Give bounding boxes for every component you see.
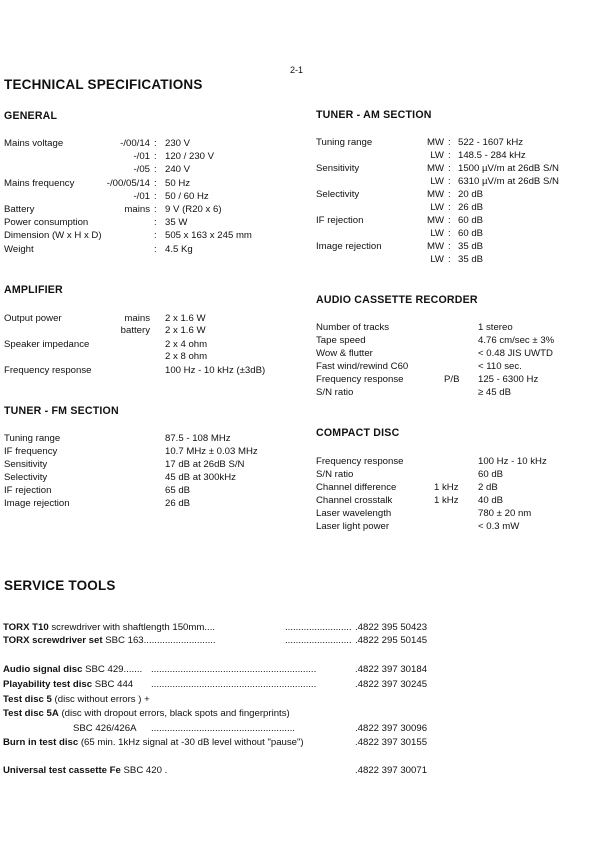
spec-row — [0, 457, 595, 469]
tool-description — [73, 724, 136, 734]
spec-separator: : — [154, 178, 157, 189]
dot-leader: ......................... — [285, 623, 352, 633]
service-tool-row — [3, 695, 593, 707]
spec-value: 4.5 Kg — [165, 244, 193, 255]
spec-separator: : — [448, 228, 451, 239]
spec-row — [0, 255, 595, 267]
spec-value: < 0.3 mW — [478, 521, 520, 532]
tool-description — [3, 738, 304, 748]
spec-label: Channel difference — [316, 482, 397, 493]
service-tool-row — [3, 636, 593, 648]
spec-value: 50 Hz — [165, 178, 191, 189]
spec-value: 100 Hz - 10 kHz (±3dB) — [165, 365, 266, 376]
spec-label: S/N ratio — [316, 469, 354, 480]
spec-value: < 0.48 JIS UWTD — [478, 348, 553, 359]
tool-detail: SBC 426/426A — [73, 723, 137, 734]
part-number: .4822 397 30071 — [355, 765, 428, 776]
spec-value: 2 x 1.6 W — [165, 325, 206, 336]
spec-label: IF frequency — [4, 446, 58, 457]
spec-separator: : — [154, 217, 157, 228]
tool-description — [3, 709, 290, 719]
spec-value: 148.5 - 284 kHz — [458, 150, 526, 161]
spec-value: 2 x 1.6 W — [165, 313, 206, 324]
spec-band: MW — [426, 215, 444, 226]
tool-detail: SBC 163........................... — [102, 635, 216, 646]
cd-heading: COMPACT DISC — [316, 427, 400, 439]
spec-label: Sensitivity — [316, 163, 360, 174]
part-number: .4822 397 30155 — [355, 737, 428, 748]
spec-row — [0, 323, 595, 335]
spec-separator: : — [448, 215, 451, 226]
spec-value: 522 - 1607 kHz — [458, 137, 524, 148]
spec-value: 40 dB — [478, 495, 504, 506]
spec-value: 45 dB at 300kHz — [165, 472, 236, 483]
spec-value: 10.7 MHz ± 0.03 MHz — [165, 446, 258, 457]
spec-value: 230 V — [165, 138, 191, 149]
spec-separator: : — [154, 138, 157, 149]
spec-row — [0, 496, 595, 508]
spec-band: MW — [426, 163, 444, 174]
spec-separator: : — [448, 176, 451, 187]
spec-row — [0, 522, 595, 534]
service-tools-heading: SERVICE TOOLS — [4, 578, 116, 593]
spec-row — [0, 509, 595, 521]
spec-row — [0, 229, 595, 241]
spec-band: LW — [430, 254, 444, 265]
spec-separator: : — [448, 241, 451, 252]
spec-separator: : — [154, 191, 157, 202]
spec-value: 4.76 cm/sec ± 3% — [478, 335, 555, 346]
spec-note: 1 kHz — [434, 495, 459, 506]
amplifier-heading: AMPLIFIER — [4, 284, 63, 296]
spec-value: 26 dB — [458, 202, 484, 213]
spec-label: IF rejection — [316, 215, 364, 226]
spec-value: 120 / 230 V — [165, 151, 215, 162]
tool-detail: (disc with dropout errors, black spots and fingerprints) — [58, 708, 290, 719]
part-number: .4822 397 30245 — [355, 679, 428, 690]
spec-variant: mains — [124, 313, 150, 324]
spec-label: Tuning range — [4, 433, 61, 444]
service-tool-row — [3, 738, 593, 750]
spec-value: 125 - 6300 Hz — [478, 374, 539, 385]
spec-label: Power consumption — [4, 217, 89, 228]
spec-label: Sensitivity — [4, 459, 48, 470]
spec-row — [0, 242, 595, 254]
spec-band: MW — [426, 189, 444, 200]
spec-label: Weight — [4, 244, 34, 255]
spec-label: Channel crosstalk — [316, 495, 393, 506]
spec-label: Selectivity — [316, 189, 360, 200]
spec-band: LW — [430, 202, 444, 213]
spec-label: Number of tracks — [316, 322, 390, 333]
tool-name: Playability test disc — [3, 679, 93, 690]
spec-label: Mains frequency — [4, 178, 75, 189]
spec-value: 240 V — [165, 164, 191, 175]
dot-leader: .............................................................. — [151, 680, 317, 690]
spec-separator: : — [448, 150, 451, 161]
spec-value: < 110 sec. — [478, 361, 522, 372]
spec-row — [0, 483, 595, 495]
spec-band: LW — [430, 150, 444, 161]
spec-value: 65 dB — [165, 485, 191, 496]
spec-label: Mains voltage — [4, 138, 64, 149]
spec-separator: : — [154, 204, 157, 215]
spec-row — [0, 216, 595, 228]
service-tool-row — [3, 665, 593, 677]
spec-value: 87.5 - 108 MHz — [165, 433, 231, 444]
tuner-fm-heading: TUNER - FM SECTION — [4, 405, 119, 417]
tool-description — [3, 680, 133, 690]
spec-row — [0, 362, 595, 374]
spec-label: Battery — [4, 204, 35, 215]
spec-row — [0, 349, 595, 361]
spec-variant: battery — [120, 325, 150, 336]
tool-name: TORX T10 — [3, 622, 49, 633]
spec-row — [0, 190, 595, 202]
spec-variant: -/01 — [133, 191, 150, 202]
spec-value: 60 dB — [458, 228, 484, 239]
spec-row — [0, 434, 595, 446]
spec-row — [0, 388, 595, 400]
spec-row — [0, 164, 595, 176]
service-tool-row — [3, 766, 593, 778]
spec-band: MW — [426, 137, 444, 148]
spec-separator: : — [448, 163, 451, 174]
spec-row — [0, 375, 595, 387]
tool-detail: screwdriver with shaftlength 150mm.... — [48, 622, 216, 633]
tool-name: Burn in test disc — [3, 737, 79, 748]
service-tool-row — [3, 724, 593, 736]
spec-label: Wow & flutter — [316, 348, 373, 359]
spec-note: 1 kHz — [434, 482, 459, 493]
spec-separator: : — [448, 137, 451, 148]
part-number: .4822 295 50145 — [355, 635, 428, 646]
tool-name: Audio signal disc — [3, 664, 83, 675]
spec-label: Selectivity — [4, 472, 48, 483]
spec-row — [0, 336, 595, 348]
general-heading: GENERAL — [4, 110, 58, 122]
tuner-am-heading: TUNER - AM SECTION — [316, 109, 432, 121]
spec-variant: -/05 — [133, 164, 150, 175]
spec-separator: : — [154, 230, 157, 241]
tool-name: TORX screwdriver set — [3, 635, 103, 646]
tool-description — [3, 766, 167, 776]
spec-row — [0, 470, 595, 482]
page-number: 2-1 — [290, 65, 304, 75]
tool-description — [3, 623, 215, 633]
service-tool-row — [3, 680, 593, 692]
tool-detail: SBC 444 — [92, 679, 134, 690]
spec-value: 2 dB — [478, 482, 498, 493]
spec-variant: mains — [124, 204, 150, 215]
spec-band: MW — [426, 241, 444, 252]
dot-leader: ...................................................... — [151, 724, 295, 734]
part-number: .4822 397 30184 — [355, 664, 428, 675]
spec-separator: : — [154, 164, 157, 175]
dot-leader: ......................... — [285, 636, 352, 646]
spec-band: LW — [430, 228, 444, 239]
spec-separator: : — [154, 151, 157, 162]
spec-value: 60 dB — [458, 215, 484, 226]
spec-value: 2 x 8 ohm — [165, 351, 208, 362]
service-tool-row — [3, 623, 593, 635]
spec-band: LW — [430, 176, 444, 187]
part-number: .4822 397 30096 — [355, 723, 428, 734]
tool-description — [3, 636, 216, 646]
spec-value: 9 V (R20 x 6) — [165, 204, 222, 215]
tool-name: Test disc 5 — [3, 694, 52, 705]
spec-value: 60 dB — [478, 469, 504, 480]
spec-value: 20 dB — [458, 189, 484, 200]
tool-name: Universal test cassette Fe — [3, 765, 121, 776]
spec-value: 35 W — [165, 217, 188, 228]
spec-variant: -/00/14 — [120, 138, 150, 149]
cassette-heading: AUDIO CASSETTE RECORDER — [316, 294, 478, 306]
spec-separator: : — [448, 189, 451, 200]
spec-label: Tuning range — [316, 137, 373, 148]
spec-separator: : — [154, 244, 157, 255]
part-number: .4822 395 50423 — [355, 622, 428, 633]
spec-label: Tape speed — [316, 335, 366, 346]
tool-name: Test disc 5A — [3, 708, 59, 719]
tool-detail: SBC 429....... — [82, 664, 143, 675]
spec-value: 35 dB — [458, 241, 484, 252]
tool-description — [3, 665, 142, 675]
spec-row — [0, 151, 595, 163]
service-tool-row — [3, 709, 593, 721]
spec-value: 26 dB — [165, 498, 191, 509]
spec-value: 2 x 4 ohm — [165, 339, 208, 350]
spec-label: IF rejection — [4, 485, 52, 496]
tool-detail: (65 min. 1kHz signal at -30 dB level without "pause") — [78, 737, 304, 748]
spec-row — [0, 203, 595, 215]
spec-label: Frequency response — [316, 456, 404, 467]
spec-label: Frequency response — [316, 374, 404, 385]
tool-detail: (disc without errors ) + — [51, 694, 150, 705]
page-title: TECHNICAL SPECIFICATIONS — [4, 77, 203, 92]
spec-row — [0, 177, 595, 189]
spec-value: 35 dB — [458, 254, 484, 265]
spec-label: Laser light power — [316, 521, 390, 532]
spec-label: Laser wavelength — [316, 508, 392, 519]
spec-separator: : — [448, 254, 451, 265]
spec-value: 1500 µV/m at 26dB S/N — [458, 163, 559, 174]
spec-value: 17 dB at 26dB S/N — [165, 459, 245, 470]
spec-label: Output power — [4, 313, 62, 324]
spec-row — [0, 138, 595, 150]
spec-separator: : — [448, 202, 451, 213]
spec-value: 6310 µV/m at 26dB S/N — [458, 176, 559, 187]
spec-value: 780 ± 20 nm — [478, 508, 532, 519]
spec-note: P/B — [444, 374, 460, 385]
spec-label: S/N ratio — [316, 387, 354, 398]
spec-label: Frequency response — [4, 365, 92, 376]
spec-label: Fast wind/rewind C60 — [316, 361, 409, 372]
spec-value: 505 x 163 x 245 mm — [165, 230, 252, 241]
spec-value: 1 stereo — [478, 322, 513, 333]
tool-detail: SBC 420 . — [120, 765, 168, 776]
spec-value: 100 Hz - 10 kHz — [478, 456, 547, 467]
spec-variant: -/00/05/14 — [106, 178, 150, 189]
spec-label: Speaker impedance — [4, 339, 90, 350]
spec-variant: -/01 — [133, 151, 150, 162]
spec-label: Image rejection — [4, 498, 70, 509]
spec-value: ≥ 45 dB — [478, 387, 512, 398]
spec-value: 50 / 60 Hz — [165, 191, 209, 202]
dot-leader: .............................................................. — [151, 665, 317, 675]
spec-label: Image rejection — [316, 241, 382, 252]
tool-description — [3, 695, 150, 705]
spec-label: Dimension (W x H x D) — [4, 230, 102, 241]
